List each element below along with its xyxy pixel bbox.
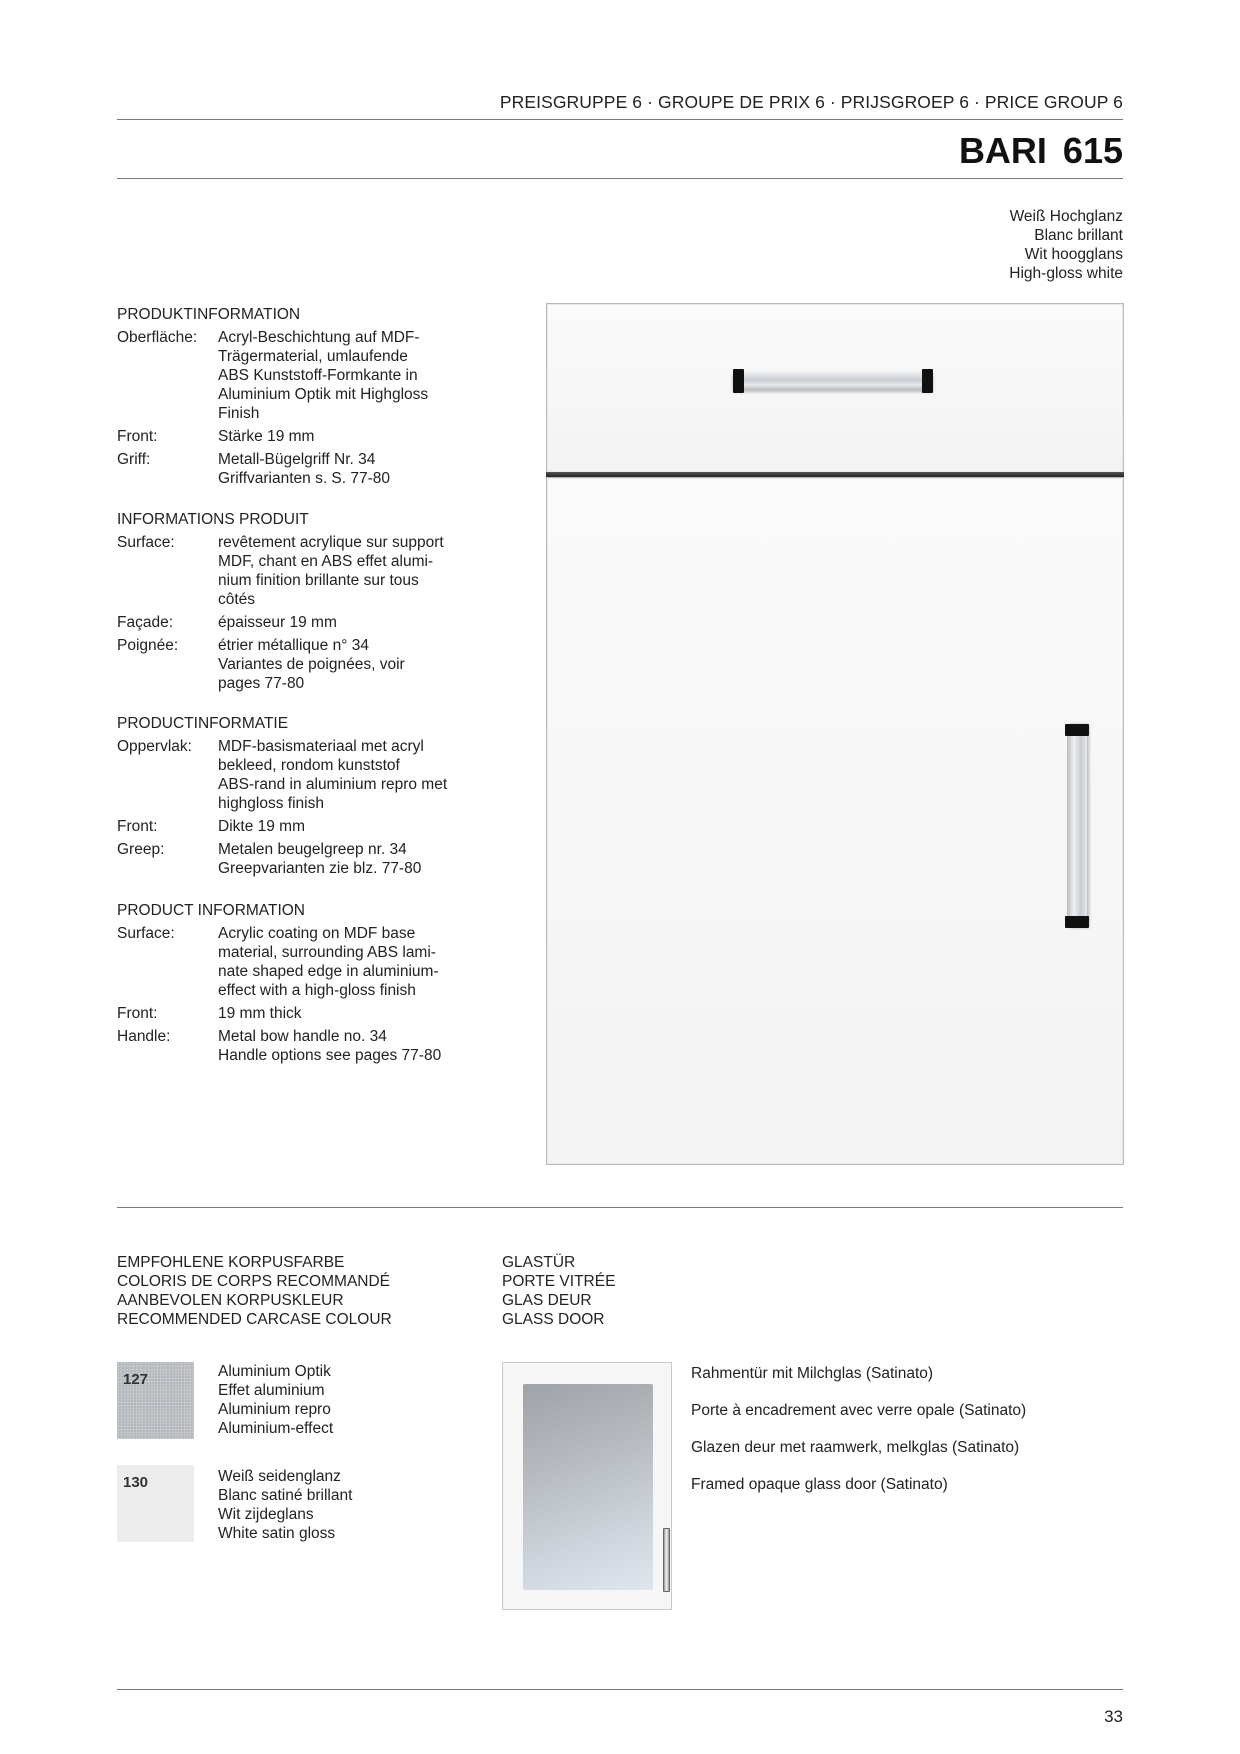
info-label: Poignée:	[117, 637, 179, 654]
glass-door-image	[502, 1362, 672, 1610]
glass-door-handle	[663, 1528, 670, 1592]
carcase-colour-heading: EMPFOHLENE KORPUSFARBE COLORIS DE CORPS RECOMMANDÉ AANBEVOLEN KORPUSKLEUR RECOMMENDED CARCASE COLOUR	[117, 1254, 392, 1328]
info-row	[117, 450, 497, 488]
info-label: Surface:	[117, 925, 175, 942]
section-rule	[117, 1207, 1123, 1208]
info-value: 19 mm thick	[218, 1005, 302, 1022]
info-row	[117, 924, 497, 1000]
glass-description-de: Rahmentür mit Milchglas (Satinato)	[691, 1365, 934, 1382]
header-rule-top	[117, 119, 1123, 120]
info-row	[117, 613, 497, 632]
info-label: Front:	[117, 818, 158, 835]
info-row	[117, 737, 497, 813]
info-label: Greep:	[117, 841, 165, 858]
info-label: Façade:	[117, 614, 174, 631]
info-label: Surface:	[117, 534, 175, 551]
product-image	[546, 303, 1124, 1165]
product-info-fr	[117, 510, 497, 697]
glass-pane	[523, 1384, 653, 1590]
info-row	[117, 1027, 497, 1065]
swatch-code: 127	[123, 1371, 149, 1388]
info-label: Oppervlak:	[117, 738, 192, 755]
info-label: Griff:	[117, 451, 151, 468]
swatch-names: Weiß seidenglanz Blanc satiné brillant Wit zijdeglans White satin gloss	[218, 1468, 353, 1542]
product-info-nl	[117, 714, 497, 882]
info-row	[117, 817, 497, 836]
header-rule-bottom	[117, 178, 1123, 179]
info-value: Dikte 19 mm	[218, 818, 305, 835]
glass-description-en: Framed opaque glass door (Satinato)	[691, 1476, 948, 1493]
info-row	[117, 533, 497, 609]
glass-door-descriptions	[691, 1364, 1026, 1512]
info-label: Front:	[117, 428, 158, 445]
info-value: Metal bow handle no. 34 Handle options see pages 77-80	[218, 1028, 442, 1064]
swatch-names: Aluminium Optik Effet aluminium Aluminium repro Aluminium-effect	[218, 1363, 334, 1437]
info-row	[117, 328, 497, 423]
finish-de: Weiß Hochglanz	[1009, 208, 1123, 225]
info-value: Stärke 19 mm	[218, 428, 315, 445]
swatch-code: 130	[123, 1474, 149, 1491]
info-value: Acrylic coating on MDF base material, surrounding ABS lami- nate shaped edge in aluminium- effect with a high-gloss finish	[218, 925, 439, 999]
info-value: Acryl-Beschichtung auf MDF- Trägermaterial, umlaufende ABS Kunststoff-Formkante in Aluminium Optik mit Highgloss Finish	[218, 329, 429, 422]
glass-door-heading: GLASTÜR PORTE VITRÉE GLAS DEUR GLASS DOOR	[502, 1254, 616, 1328]
finish-fr: Blanc brillant	[1034, 227, 1123, 244]
info-heading: PRODUCTINFORMATIE	[117, 715, 289, 732]
info-row	[117, 636, 497, 693]
colour-swatch-130	[117, 1465, 194, 1542]
footer-rule	[117, 1689, 1123, 1690]
info-row	[117, 840, 497, 878]
model-title: BARI 615	[958, 130, 1123, 171]
info-heading: PRODUCT INFORMATION	[117, 902, 306, 919]
glass-description-nl: Glazen deur met raamwerk, melkglas (Satinato)	[691, 1439, 1020, 1456]
info-value: Metall-Bügelgriff Nr. 34 Griffvarianten s. S. 77-80	[218, 451, 391, 487]
info-row	[117, 1004, 497, 1023]
info-heading: INFORMATIONS PRODUIT	[117, 511, 309, 528]
finish-names	[1009, 207, 1123, 283]
page-number: 33	[1104, 1707, 1123, 1726]
finish-nl: Wit hoogglans	[1024, 246, 1123, 263]
product-info-de	[117, 305, 497, 492]
finish-en: High-gloss white	[1009, 265, 1123, 282]
price-group-heading: PREISGRUPPE 6 · GROUPE DE PRIX 6 · PRIJSGROEP 6 · PRICE GROUP 6	[499, 92, 1123, 112]
info-label: Oberfläche:	[117, 329, 198, 346]
glass-description-fr: Porte à encadrement avec verre opale (Satinato)	[691, 1402, 1027, 1419]
drawer-handle	[733, 372, 933, 390]
info-value: étrier métallique n° 34 Variantes de poignées, voir pages 77-80	[218, 637, 405, 692]
info-value: Metalen beugelgreep nr. 34 Greepvarianten zie blz. 77-80	[218, 841, 422, 877]
info-value: épaisseur 19 mm	[218, 614, 337, 631]
product-info-en	[117, 901, 497, 1069]
info-label: Handle:	[117, 1028, 171, 1045]
info-value: MDF-basismateriaal met acryl bekleed, rondom kunststof ABS-rand in aluminium repro met highgloss finish	[218, 738, 448, 812]
door-handle	[1067, 724, 1087, 928]
info-heading: PRODUKTINFORMATION	[117, 306, 301, 323]
door-front	[546, 477, 1124, 1165]
info-row	[117, 427, 497, 446]
colour-swatch-127	[117, 1362, 194, 1439]
drawer-front	[546, 303, 1124, 473]
info-label: Front:	[117, 1005, 158, 1022]
info-value: revêtement acrylique sur support MDF, chant en ABS effet alumi- nium finition brillante sur tous côtés	[218, 534, 444, 608]
